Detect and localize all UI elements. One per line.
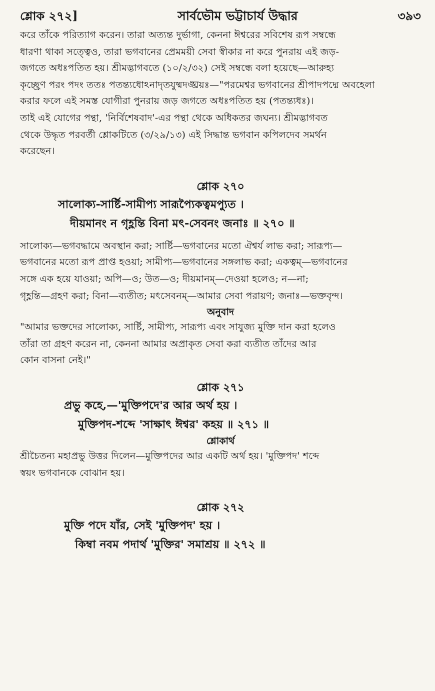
text-line: করার ফলে এই সমস্ত যোগীরা পুনরায় জড় জগতে অধঃপতিত হয় (পতন্ত্যধঃ)। [20, 96, 314, 108]
text-line: থেকে উদ্ধৃত পরবর্তী শ্লোকটিতে (৩/২৯/১৩) এই সিদ্ধান্ত ভগবান কপিলদেব সমর্থন [20, 129, 327, 141]
verse-271-block [20, 380, 421, 482]
verse-label: শ্লোক ২৭২ [196, 501, 245, 515]
translation-line: কোন বাসনা নেই।" [20, 355, 91, 367]
translation-label: অনুবাদ [207, 307, 234, 319]
verse-line: দীয়মানং ন গৃহ্ণন্তি বিনা মৎ-সেবনং জনাঃ ॥ ২৭০ ॥ [70, 215, 295, 230]
meaning-label: শ্লোকার্থ [206, 435, 235, 447]
verse-label: শ্লোক ২৭০ [196, 179, 245, 193]
purport-continuation [20, 28, 421, 161]
verse-line: মুক্তিপদ-শব্দে 'সাক্ষাৎ ঈশ্বর' কহয় ॥ ২৭১ ॥ [78, 416, 270, 431]
text-line: ধারণা থাকা সত্ত্বেও, তারা ভগবানের প্রেমময়ী সেবা স্বীকার না করে পুনরায় এই জড়- [20, 46, 339, 58]
text-line: কৃচ্ছ্রেণ পরং পদং ততঃ পতন্ত্যধোঽনাদৃতযুষ্মদঙ্ঘ্রয়ঃ—"পরমেশ্বর ভগবানের শ্রীপাদপদ্মে অবহেলা [20, 79, 375, 91]
text-line: তাই এই যোগের পন্থা, 'নির্বিশেষবাদ'-এর পন্থা থেকে অধিকতর জঘন্য। শ্রীমদ্ভাগবত [20, 112, 328, 124]
verse-line: মুক্তি পদে যাঁর, সেই 'মুক্তিপদ' হয় । [64, 518, 221, 533]
synonym-line: সঙ্গে এক হয়ে যাওয়া; অপি—ও; উত—ও; দীয়মানম্—দেওয়া হলেও; ন—না; [20, 273, 309, 285]
synonym-line: সালোক্য—ভগবদ্ধামে অবস্থান করা; সার্ষ্টি—ভগবানের মতো ঐশ্বর্য লাভ করা; সারূপ্য— [20, 240, 343, 252]
verse-line: সালোক্য-সার্ষ্টি-সামীপ্য সারূপ্যৈকত্বমপ্যুত । [58, 196, 244, 211]
page-number: ৩৯৩ [397, 9, 421, 23]
text-line: জগতে অধঃপতিত হয়। শ্রীমদ্ভাগবতে (১০/২/৩২) সেই সম্বন্ধে বলা হয়েছে—আরুহ্য [20, 63, 334, 75]
text-line: করেছেন। [20, 146, 55, 158]
verse-line: প্রভু কহে,—'মুক্তিপদে'র আর অর্থ হয় । [64, 397, 238, 412]
meaning-line: শ্রীচৈতন্য মহাপ্রভু উত্তর দিলেন—মুক্তিপদের আর একটি অর্থ হয়। 'মুক্তিপদ' শব্দে [20, 450, 320, 462]
running-title: সার্বভৌম ভট্টাচার্য উদ্ধার [177, 8, 298, 23]
verse-label: শ্লোক ২৭১ [196, 380, 245, 394]
translation-line: তাঁরা তা গ্রহণ করেন না, কেননা আমার অপ্রাকৃত সেবা করা ব্যতীত তাঁদের আর [20, 338, 317, 350]
chapter-verse-ref: শ্লোক ২৭২] [20, 9, 78, 23]
verse-line: কিম্বা নবম পদার্থ 'মুক্তির' সমাশ্রয় ॥ ২৭২ ॥ [75, 537, 266, 552]
meaning-line: স্বয়ং ভগবানকে বোঝান হয়। [20, 467, 125, 479]
translation-line: "আমার ভক্তদের সালোক্য, সার্ষ্টি, সামীপ্য, সারূপ্য এবং সাযুজ্য মুক্তি দান করা হলেও [20, 322, 336, 334]
page-header [20, 8, 421, 28]
synonym-line: গৃহ্ণন্তি—গ্রহণ করা; বিনা—ব্যতীত; মৎসেবনম্—আমার সেবা পরায়ণ; জনাঃ—ভক্তবৃন্দ। [20, 290, 343, 302]
text-line: করে তাঁকে পরিত্যাগ করেন। তারা অত্যন্ত দুর্ভাগা, কেননা ঈশ্বরের সবিশেষ রূপ সম্বন্ধে [20, 30, 336, 41]
verse-270-block [20, 179, 421, 370]
synonym-line: ভগবানের মতো রূপ প্রাপ্ত হওয়া; সামীপ্য—ভগবানের সঙ্গলাভ করা; একত্বম্—ভগবানের [20, 257, 348, 269]
verse-272-block [20, 500, 421, 554]
